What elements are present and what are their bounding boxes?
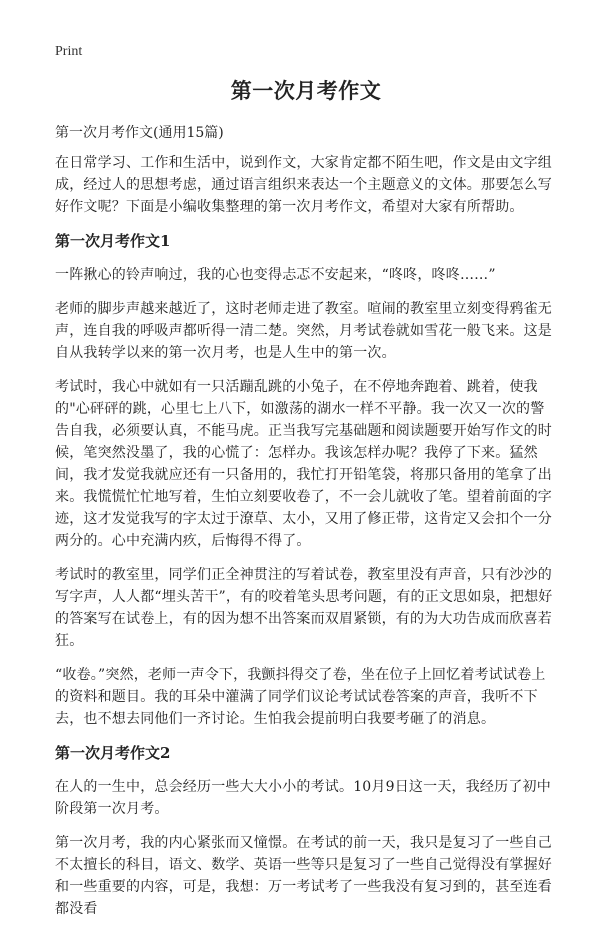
print-link[interactable]: Print: [55, 44, 83, 59]
page-title: 第一次月考作文: [230, 78, 382, 103]
intro-paragraph: 在日常学习、工作和生活中，说到作文，大家肯定都不陌生吧，作文是由文字组成，经过人的思想考虑，通过语言组织来表达一个主题意义的文体。那要怎么写好作文呢？下面是小编收集整理的第一次月考作文，希望对大家有所帮助。: [55, 155, 552, 215]
section-heading-2: 第一次月考作文2: [55, 744, 171, 762]
section-1-paragraph-4: 考试时的教室里，同学们正全神贯注的写着试卷，教室里没有声音，只有沙沙的写字声，人人都“埋头苦干”，有的咬着笔头思考问题，有的正文思如泉，把想好的答案写在试卷上，有的因为想不出答案而双眉紧锁，有的为大功告成而欣喜若狂。: [55, 567, 553, 649]
section-2-paragraph-1: 在人的一生中，总会经历一些大大小小的考试。10月9日这一天，我经历了初中阶段第一次月考。: [55, 779, 551, 817]
section-1-paragraph-3: 考试时，我心中就如有一只活蹦乱跳的小兔子，在不停地奔跑着、跳着，使我的"心砰砰的跳，心里七上八下，如激荡的湖水一样不平静。我一次又一次的警告自我，必须要认真，不能马虎。正当我写完基础题和阅读题要开始写作文的时候，笔突然没墨了，我的心慌了：怎样办。我该怎样办呢？我停了下来。猛然间，我才发觉我就应还有一只备用的，我忙打开铅笔袋，将那只备用的笔拿了出来。我慌慌忙忙地写着，生怕立刻要收卷了，不一会儿就收了笔。望着前面的字迹，这才发觉我写的字太过于潦草、太小，又用了修正带，这肯定又会扣个一分两分的。心中充满内疚，后悔得不得了。: [55, 379, 552, 549]
document-body: [55, 74, 557, 932]
section-1-paragraph-2: 老师的脚步声越来越近了，这时老师走进了教室。喧闹的教室里立刻变得鸦雀无声，连自我的呼吸声都听得一清二楚。突然，月考试卷就如雪花一般飞来。这是自从我转学以来的第一次月考，也是人生中的第一次。: [55, 301, 552, 361]
document-subtitle: 第一次月考作文(通用15篇): [55, 125, 224, 141]
section-heading-1: 第一次月考作文1: [55, 232, 171, 250]
section-1-paragraph-1: 一阵揪心的铃声响过，我的心也变得忐忑不安起来，“咚咚，咚咚……”: [55, 267, 496, 283]
section-2-paragraph-2: 第一次月考，我的内心紧张而又憧憬。在考试的前一天，我只是复习了一些自己不太擅长的科目，语文、数学、英语一些等只是复习了一些自己觉得没有掌握好和一些重要的内容，可是，我想：万一考试考了一些我没有复习到的，甚至连看都没看: [55, 835, 552, 917]
section-1-paragraph-5: “收卷。”突然，老师一声令下，我颤抖得交了卷，坐在位子上回忆着考试试卷上的资料和题目。我的耳朵中灌满了同学们议论考试试卷答案的声音，我听不下去，也不想去同他们一齐讨论。生怕我会提前明白我要考砸了的消息。: [55, 667, 546, 727]
